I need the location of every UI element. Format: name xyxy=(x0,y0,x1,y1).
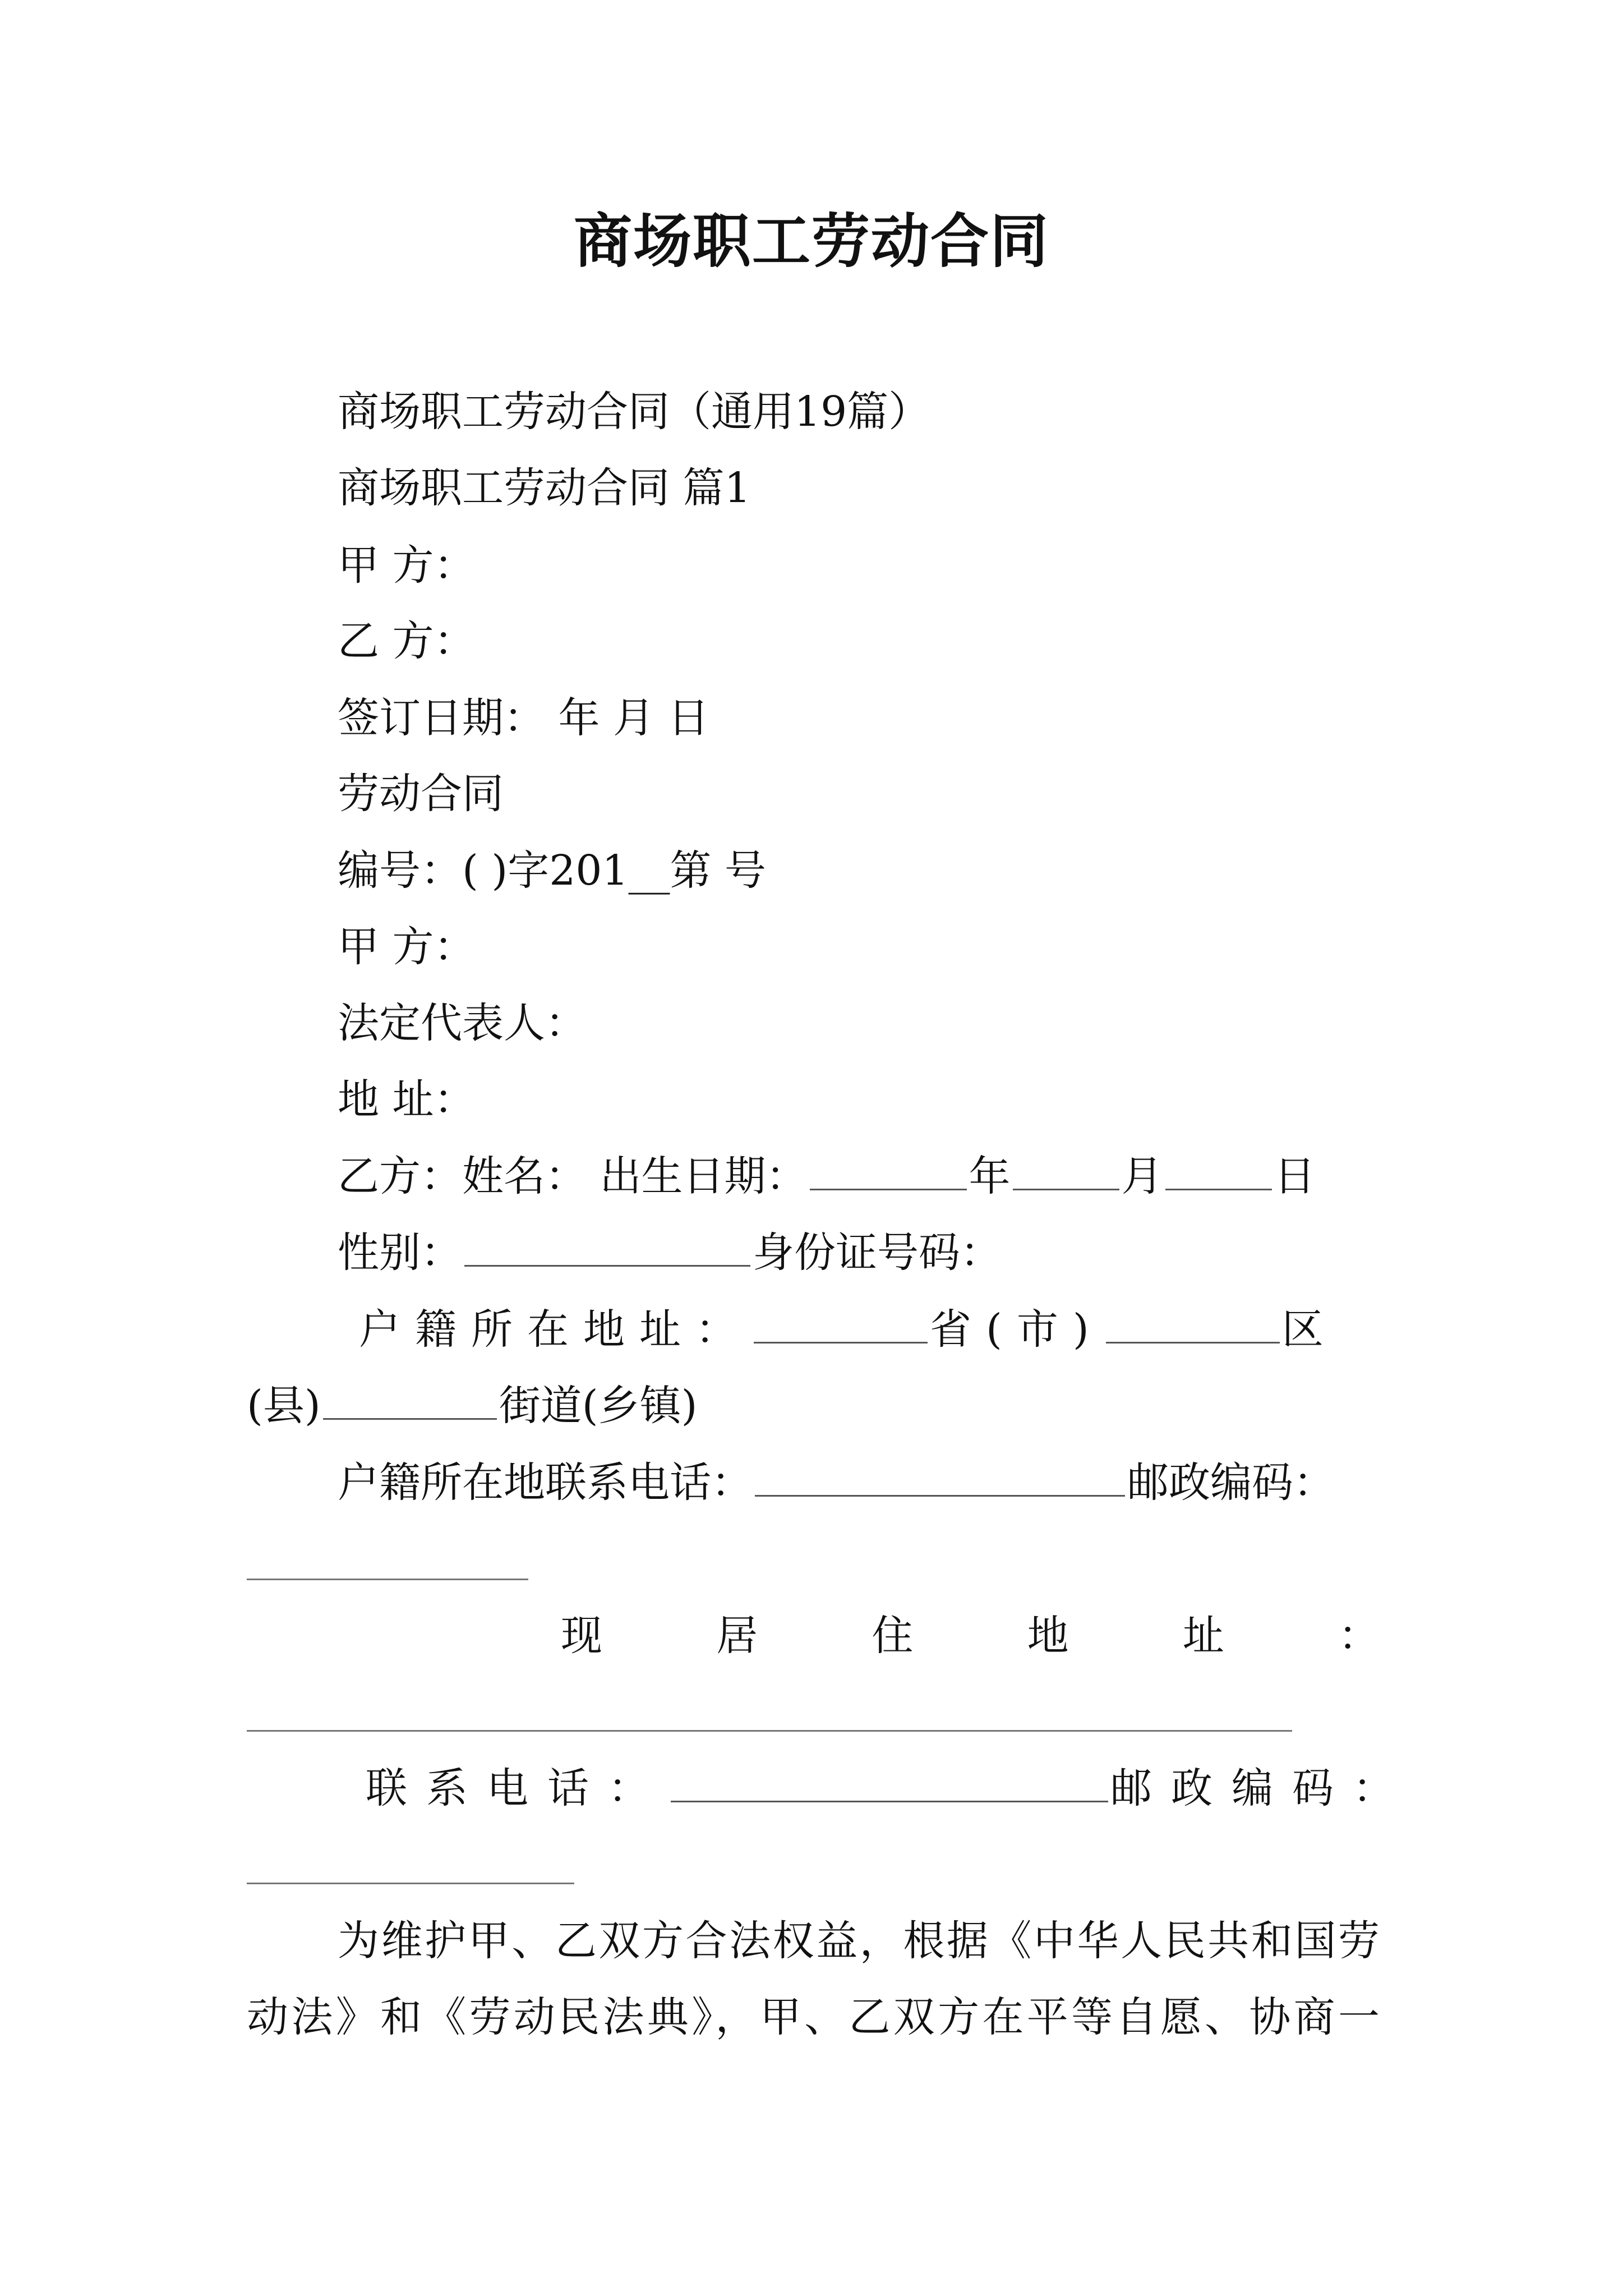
birth-month-blank xyxy=(1013,1149,1119,1190)
birth-year-blank xyxy=(810,1149,967,1190)
party-b-name-prefix: 乙方：姓名： 出生日期： xyxy=(338,1152,808,1200)
contact-phone-label: 联系电话： xyxy=(366,1764,668,1812)
county-label: (县) xyxy=(247,1382,321,1430)
body-paragraph-line-1: 为维护甲、乙双方合法权益，根据《中华人民共和国劳 xyxy=(338,1917,1380,1965)
body-paragraph-line-2: 动法》和《劳动民法典》，甲、乙双方在平等自愿、协商一 xyxy=(247,1993,1380,2041)
sign-date: 签订日期： 年 月 日 xyxy=(338,694,709,742)
gender-id-line xyxy=(338,1225,1002,1281)
month-label: 月 xyxy=(1121,1152,1163,1200)
postcode-label-2: 邮政编码： xyxy=(1110,1764,1413,1812)
current-address-char: ： xyxy=(1338,1612,1380,1660)
current-address-char: 地 xyxy=(1027,1612,1069,1660)
hukou-phone-line xyxy=(338,1455,1335,1511)
hukou-phone-label: 户籍所在地联系电话： xyxy=(338,1458,753,1507)
county-street-line xyxy=(247,1378,698,1434)
party-a-label: 甲 方： xyxy=(338,541,476,590)
day-label: 日 xyxy=(1274,1152,1316,1200)
contact-phone-line xyxy=(366,1760,1413,1816)
party-b-label: 乙 方： xyxy=(338,617,476,665)
contact-phone-blank xyxy=(671,1761,1108,1802)
year-label: 年 xyxy=(969,1152,1011,1200)
current-address-char: 住 xyxy=(872,1612,914,1660)
party-a-label-2: 甲 方： xyxy=(338,923,476,971)
province-blank xyxy=(754,1303,928,1343)
document-subtitle: 商场职工劳动合同（通用19篇） xyxy=(338,388,930,436)
section-heading: 商场职工劳动合同 篇1 xyxy=(338,464,751,512)
party-b-name-birth xyxy=(338,1148,1316,1204)
address-label: 地 址： xyxy=(338,1075,476,1124)
legal-representative: 法定代表人： xyxy=(338,999,587,1047)
hukou-address-line xyxy=(359,1301,1338,1358)
contract-number: 编号：( )字201__第 号 xyxy=(338,846,767,895)
current-address-char: 址 xyxy=(1182,1612,1224,1660)
current-address-char: 居 xyxy=(716,1612,758,1660)
hukou-phone-blank xyxy=(755,1456,1125,1497)
id-label: 身份证号码： xyxy=(753,1228,1002,1277)
district-label: 区 xyxy=(1281,1305,1338,1354)
hukou-address-label: 户籍所在地址： xyxy=(359,1305,751,1354)
district-blank xyxy=(1106,1303,1280,1343)
postcode-label: 邮政编码： xyxy=(1127,1458,1335,1507)
gender-blank xyxy=(464,1226,750,1267)
postcode-blank xyxy=(247,1579,528,1580)
current-address-char: 现 xyxy=(561,1612,602,1660)
document-title: 商场职工劳动合同 xyxy=(573,206,1049,275)
current-address-blank xyxy=(247,1730,1292,1732)
province-city-label: 省(市) xyxy=(930,1305,1104,1354)
birth-day-blank xyxy=(1165,1149,1272,1190)
current-address-line xyxy=(561,1608,1380,1664)
contract-heading: 劳动合同 xyxy=(338,770,504,818)
postcode-blank-2 xyxy=(247,1883,574,1884)
street-label: 街道(乡镇) xyxy=(499,1382,698,1430)
county-blank xyxy=(323,1379,497,1420)
gender-label: 性别： xyxy=(338,1228,462,1277)
